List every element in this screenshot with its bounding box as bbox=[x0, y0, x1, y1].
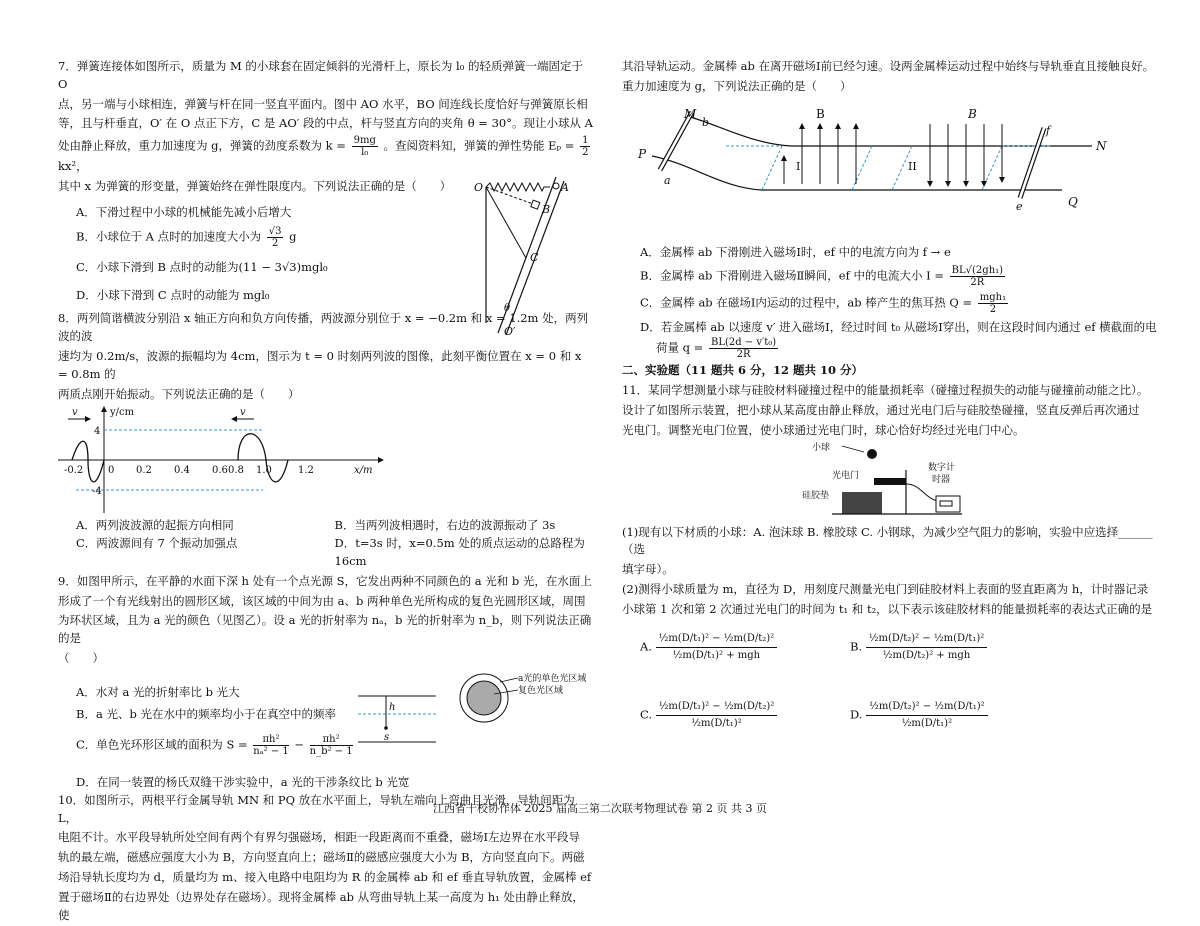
q9-option-c: C．单色光环形区域的面积为 S = $\frac{\text{πh²}}{\text{nₐ² − 1}}$ − $\frac{\text{πh²}}{\text{n\_b² − 1}}$ bbox=[76, 733, 353, 757]
q10-option-d-cont: 荷量 q = $\frac{\text{BL(2d − v′t₀)}}{2R}$ bbox=[656, 337, 777, 361]
q9-line: 形成了一个有光线射出的圆形区域，该区域的中间为由 a、b 两种单色光所构成的复色光圆形区域，周围 bbox=[58, 593, 586, 608]
q7-option-c: C．小球下滑到 B 点时的动能为(11 − 3√3)mgl₀ bbox=[76, 259, 328, 274]
label-region-1: I bbox=[796, 159, 801, 173]
q9-line: （ ） bbox=[58, 651, 104, 666]
label-ball: 小球 bbox=[812, 442, 831, 453]
q7-option-d: D．小球下滑到 C 点时的动能为 mgl₀ bbox=[76, 287, 270, 302]
label-theta: θ bbox=[504, 303, 511, 314]
q11-part-2-cont: 小球第 1 次和第 2 次通过光电门的时间为 t₁ 和 t₂，以下表示该硅胶材料的能量损耗率的表达式正确的是 bbox=[622, 601, 1153, 616]
q9-option-b: B．a 光、b 光在水中的频率均小于在真空中的频率 bbox=[76, 706, 336, 721]
svg-text:0.6: 0.6 bbox=[212, 465, 228, 477]
q7-line: 点，另一端与小球相连，弹簧与杆在同一竖直平面内。图中 AO 水平，BO 间连线长度恰好与弹簧原长相 bbox=[58, 96, 588, 111]
q11-line: 光电门。调整光电门位置，使小球通过光电门时，球心恰好均经过光电门中心。 bbox=[622, 422, 1025, 437]
svg-text:s: s bbox=[384, 731, 390, 743]
q10-line: 场沿导轨长度均为 d，质量均为 m、接入电路中电阻均为 R 的金属棒 ab 和 ef 垂直导轨放置，金属棒 ef bbox=[58, 869, 592, 884]
label-q: Q bbox=[1068, 194, 1078, 209]
label-o: O bbox=[474, 181, 484, 194]
q8-option-d: D．t=3s 时，x=0.5m 处的质点运动的总路程为 16cm bbox=[334, 536, 585, 568]
svg-text:复色光区域: 复色光区域 bbox=[518, 685, 564, 696]
label-region-2: II bbox=[908, 159, 917, 173]
q10-figure-space bbox=[622, 98, 1167, 238]
q11-option-b: B. $\frac{\text{½m(D/t₂)² − ½m(D/t₁)²}}{\text{½m(D/t₂)² + mgh}}$ bbox=[850, 633, 987, 662]
q8-line: 两质点刚开始振动。下列说法正确的是（ ） bbox=[58, 386, 300, 401]
q9-option-d: D．在同一装置的杨氏双缝干涉实验中，a 光的干涉条纹比 b 光宽 bbox=[76, 774, 410, 789]
q7-line: 等，且与杆垂直，O′ 在 O 点正下方，C 是 AO′ 段的中点，杆与竖直方向的夹角 θ = 30°。现让小球从 A bbox=[58, 116, 593, 131]
q10-line: 电阻不计。水平段导轨所处空间有两个有界匀强磁场，相距一段距离而不重叠，磁场Ⅰ左边界在水平段导 bbox=[58, 830, 581, 845]
q10-line: 轨的最左端，磁感应强度大小为 B，方向竖直向上；磁场Ⅱ的磁感应强度大小为 B，方向竖直向下。两磁 bbox=[58, 850, 585, 865]
label-e: e bbox=[1016, 199, 1023, 213]
label-timer: 时器 bbox=[932, 474, 951, 485]
label-m: M bbox=[684, 106, 697, 121]
label-c: C bbox=[530, 251, 539, 264]
q11-options bbox=[622, 621, 1167, 771]
label-p: P bbox=[638, 146, 647, 161]
q11-option-d: D. $\frac{\text{½m(D/t₂)² − ½m(D/t₁)²}}{\text{½m(D/t₁)²}}$ bbox=[850, 701, 988, 730]
q11-apparatus-figure bbox=[802, 444, 982, 522]
q9-water-figure bbox=[358, 680, 438, 750]
q8-options-cd bbox=[76, 535, 593, 571]
label-gate: 光电门 bbox=[832, 470, 860, 481]
svg-text:v: v bbox=[72, 407, 78, 419]
q11-figure-space bbox=[622, 442, 1167, 524]
label-f: f bbox=[1046, 123, 1051, 137]
q9-option-a: A．水对 a 光的折射率比 b 光大 bbox=[76, 684, 240, 699]
svg-text:4: 4 bbox=[94, 426, 101, 438]
question-8 bbox=[58, 310, 593, 571]
section-2-heading: 二、实验题（11 题共 6 分，12 题共 10 分） bbox=[622, 363, 864, 378]
label-field-b2: B bbox=[968, 106, 977, 121]
label-b: b bbox=[702, 115, 710, 129]
q10-line: 其沿导轨运动。金属棒 ab 在离开磁场Ⅰ前已经匀速。设两金属棒运动过程中始终与导轨垂直且接触良好。 bbox=[622, 59, 1155, 73]
q7-option-a: A．下滑过程中小球的机械能先减小后增大 bbox=[76, 204, 292, 219]
q10-option-d: D．若金属棒 ab 以速度 v′ 进入磁场Ⅰ，经过时间 t₀ 从磁场Ⅰ穿出，则在这段时间内通过 ef 横截面的电 bbox=[640, 320, 1157, 335]
q11-part-1: (1)现有以下材质的小球：A. 泡沫球 B. 橡胶球 C. 小钢球，为减少空气阻力的影响，实验中应选择______（选 bbox=[622, 524, 1153, 557]
q9-circle-figure bbox=[458, 672, 598, 752]
ep-fraction: $\frac{1}{2}$ bbox=[582, 135, 589, 159]
q7-line: 7．弹簧连接体如图所示，质量为 M 的小球套在固定倾斜的光滑杆上，原长为 l₀ 的轻质弹簧一端固定于 O bbox=[58, 59, 583, 91]
q11-line: 11．某同学想测量小球与硅胶材料碰撞过程中的能量损耗率（碰撞过程损失的动能与碰撞前动能之比）。 bbox=[622, 383, 1149, 398]
q8-option-a: A．两列波波源的起振方向相同 bbox=[76, 518, 234, 533]
right-column bbox=[622, 58, 1167, 771]
q10-line: 置于磁场Ⅱ的右边界处（边界处存在磁场）。现将金属棒 ab 从弯曲导轨上某一高度为 h₁ 处由静止释放，使 bbox=[58, 889, 584, 922]
q10-rails-figure bbox=[632, 106, 1152, 241]
q8-option-b: B．当两列波相遇时，右边的波源振动了 3s bbox=[334, 518, 556, 533]
q8-wave-figure bbox=[58, 405, 398, 517]
svg-text:0.4: 0.4 bbox=[174, 465, 190, 477]
label-field-b1: B bbox=[816, 106, 825, 121]
q9-line: 为环状区域，且为 a 光的颜色（见图乙）。设 a 光的折射率为 nₐ，b 光的折射率为 n_b，则下列说法正确的是 bbox=[58, 613, 592, 646]
q9-line: 9．如图甲所示，在平静的水面下深 h 处有一个点光源 S，它发出两种不同颜色的 a 光和 b 光，在水面上 bbox=[58, 573, 592, 588]
q10-option-a: A．金属棒 ab 下滑刚进入磁场Ⅰ时，ef 中的电流方向为 f → e bbox=[640, 244, 951, 259]
q7-text: 处由静止释放，重力加速度为 g，弹簧的劲度系数为 k = bbox=[58, 138, 346, 153]
q7-option-b: B．小球位于 A 点时的加速度大小为 $\frac{√3}{2}$ g bbox=[76, 225, 297, 249]
y-axis-label: y/cm bbox=[110, 407, 135, 419]
q10-line: 10．如图所示，两根平行金属导轨 MN 和 PQ 放在水平面上，导轨左端向上弯曲且光滑，导轨间距为 L， bbox=[58, 792, 575, 825]
svg-text:a光的单色光区域: a光的单色光区域 bbox=[518, 673, 587, 684]
q11-part-2: (2)测得小球质量为 m，直径为 D，用刻度尺测量光电门到硅胶材料上表面的竖直距离为 h，计时器记录 bbox=[622, 581, 1149, 596]
q8-figure-space bbox=[58, 405, 593, 517]
svg-text:v: v bbox=[240, 407, 246, 419]
q8-options-ab bbox=[76, 517, 593, 535]
label-b: B bbox=[542, 203, 551, 216]
svg-text:1.0: 1.0 bbox=[256, 465, 272, 477]
q10-option-b: B．金属棒 ab 下滑刚进入磁场Ⅱ瞬间，ef 中的电流大小 I = $\frac{\text{BL√(2gh₁)}}{2R}$ bbox=[640, 265, 1004, 289]
svg-text:-4: -4 bbox=[92, 486, 102, 498]
label-timer: 数字计 bbox=[928, 462, 956, 473]
svg-text:h: h bbox=[389, 701, 396, 713]
q7-line bbox=[58, 135, 593, 176]
q7-line: 其中 x 为弹簧的形变量，弹簧始终在弹性限度内。下列说法正确的是（ ） bbox=[58, 179, 452, 194]
label-a: A bbox=[561, 181, 569, 194]
label-a: a bbox=[664, 173, 671, 187]
left-column bbox=[58, 58, 593, 926]
label-n: N bbox=[1096, 138, 1107, 153]
k-fraction: $\frac{9mg}{\text{l₀}}$ bbox=[353, 135, 376, 159]
q11-line: 设计了如图所示装置，把小球从某高度由静止释放，通过光电门后与硅胶垫碰撞，竖直反弹后再次通过 bbox=[622, 402, 1140, 417]
q11-option-c: C. $\frac{\text{½m(D/t₁)² − ½m(D/t₂)²}}{\text{½m(D/t₁)²}}$ bbox=[640, 701, 777, 730]
question-7 bbox=[58, 58, 593, 304]
q8-line: 8．两列简谐横波分别沿 x 轴正方向和负方向传播，两波源分别位于 x = −0.2m 和 x = 1.2m 处，两列波的波 bbox=[58, 311, 589, 344]
q7-text: kx²， bbox=[58, 159, 88, 174]
q11-option-a: A. $\frac{\text{½m(D/t₁)² − ½m(D/t₂)²}}{\text{½m(D/t₁)² + mgh}}$ bbox=[640, 633, 777, 662]
svg-text:0.2: 0.2 bbox=[136, 465, 152, 477]
svg-text:1.2: 1.2 bbox=[298, 465, 314, 477]
q10-option-c: C．金属棒 ab 在磁场Ⅰ内运动的过程中，ab 棒产生的焦耳热 Q = $\frac{\text{mgh₁}}{2}$ bbox=[640, 292, 1007, 316]
q10-line: 重力加速度为 g，下列说法正确的是（ ） bbox=[622, 78, 852, 93]
label-o-prime: O′ bbox=[504, 325, 516, 338]
x-axis-label: x/m bbox=[354, 465, 373, 477]
q7-text: 。查阅资料知，弹簧的弹性势能 Eₚ = bbox=[383, 138, 575, 153]
svg-text:0: 0 bbox=[108, 465, 115, 477]
svg-text:-0.2: -0.2 bbox=[64, 465, 84, 477]
question-9 bbox=[58, 573, 593, 792]
q11-part-1-cont: 填字母）。 bbox=[622, 562, 674, 577]
q8-option-c: C．两波源间有 7 个振动加强点 bbox=[76, 536, 238, 551]
q7-spring-figure bbox=[474, 173, 586, 338]
page-footer: 江西省十校协作体 2025 届高三第二次联考物理试卷 第 2 页 共 3 页 bbox=[433, 802, 767, 815]
label-pad: 硅胶垫 bbox=[802, 490, 830, 501]
svg-text:0.8: 0.8 bbox=[228, 465, 244, 477]
q8-line: 速均为 0.2m/s，波源的振幅均为 4cm，图示为 t = 0 时刻两列波的图像，此刻平衡位置在 x = 0 和 x = 0.8m 的 bbox=[58, 348, 582, 381]
